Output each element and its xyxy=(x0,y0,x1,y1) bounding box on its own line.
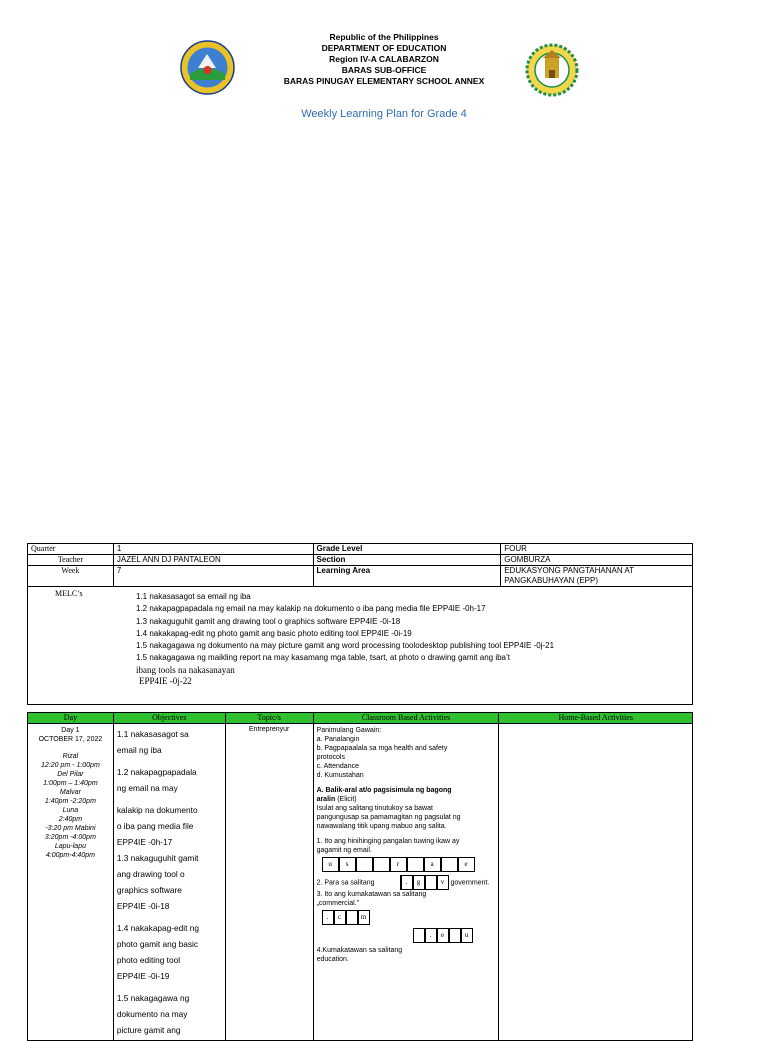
question-2-pre: 2. Para sa salitang xyxy=(316,879,375,887)
letter-box: e xyxy=(437,928,449,943)
letter-box: u xyxy=(461,928,473,943)
question-4-cont: education. xyxy=(316,956,349,963)
question-3-cont: „commercial.” xyxy=(316,900,359,907)
section-label: Section xyxy=(313,555,501,566)
letterhead-region: Region IV-A CALABARZON xyxy=(329,54,439,64)
column-header-topics: Topic/s xyxy=(225,713,313,724)
learning-area-label: Learning Area xyxy=(313,566,501,587)
question-2 xyxy=(317,875,496,890)
schedule-section: Lapu-lapu xyxy=(54,843,86,850)
letterhead-department: DEPARTMENT OF EDUCATION xyxy=(321,43,447,53)
activity-line: a. Panalangin xyxy=(316,736,360,743)
schedule-time: 12:20 pm - 1:00pm xyxy=(41,762,100,769)
letter-box: m xyxy=(358,910,370,925)
objective-line: 1.1 nakasasagot sa xyxy=(116,729,189,739)
activity-heading-line xyxy=(317,795,496,804)
objective-line: EPP4IE -0h-17 xyxy=(116,837,173,847)
question-2-post: government. xyxy=(450,879,490,887)
teacher-value: JAZEL ANN DJ PANTALEON xyxy=(113,555,313,566)
melc-item: 1.5 nakagagawa ng dokumento na may picture gamit ang word processing toolodesktop publishing tool EPP4IE -0j-21 xyxy=(136,641,555,651)
teacher-label: Teacher xyxy=(28,555,114,566)
schedule-time: 1:40pm -2:20pm xyxy=(44,798,96,805)
activity-line: Isulat ang salitang tinutukoy sa bawat xyxy=(316,805,433,812)
letter-box: r xyxy=(390,857,407,872)
classroom-activities-cell xyxy=(313,724,499,1041)
letter-boxes-4 xyxy=(413,928,496,943)
melc-label: MELC’s xyxy=(55,589,83,598)
letter-box: v xyxy=(437,875,449,890)
objective-line: 1.3 nakaguguhit gamit xyxy=(116,853,199,863)
letter-box xyxy=(407,857,424,872)
quarter-label: Quarter xyxy=(28,544,114,555)
question-3: 3. Ito ang kumakatawan sa salitang xyxy=(316,891,427,898)
melc-cell xyxy=(28,587,693,705)
objective-line: ang drawing tool o xyxy=(116,869,185,879)
objective-line: EPP4IE -0i-19 xyxy=(116,971,170,981)
activity-heading-tail: (Elicit) xyxy=(335,796,357,803)
objective-line: 1.2 nakapagpapadala xyxy=(116,767,197,777)
schedule-section: Malvar xyxy=(59,789,81,796)
schedule-time: -3:20 pm Mabini xyxy=(45,825,96,832)
learning-area-line-2: PANGKABUHAYAN (EPP) xyxy=(504,576,599,585)
day-cell xyxy=(28,724,114,1041)
letter-box: e xyxy=(458,857,475,872)
letter-box: a xyxy=(424,857,441,872)
quarter-value: 1 xyxy=(113,544,313,555)
schedule-section: Luna xyxy=(62,807,79,814)
melc-item-code: EPP4IE -0j-22 xyxy=(139,675,192,686)
learning-area-value xyxy=(501,566,693,587)
objective-line: photo editing tool xyxy=(116,955,181,965)
column-header-home-activities: Home-Based Activities xyxy=(499,713,693,724)
schedule-time: 3:20pm -4:00pm xyxy=(44,834,96,841)
letter-box xyxy=(346,910,358,925)
letter-box xyxy=(441,857,458,872)
plan-title: Weekly Learning Plan for Grade 4 xyxy=(301,108,467,120)
schedule-section: Del Pilar xyxy=(57,771,84,778)
schedule-time: 2:40pm xyxy=(58,816,83,823)
letter-boxes-2 xyxy=(377,875,449,890)
letterhead-republic: Republic of the Philippines xyxy=(329,32,439,42)
table-row xyxy=(28,724,693,1041)
objective-line: o iba pang media file xyxy=(116,821,194,831)
objective-line: photo gamit ang basic xyxy=(116,939,199,949)
letter-box: c xyxy=(334,910,346,925)
letterhead xyxy=(200,32,568,87)
column-header-objectives: Objectives xyxy=(113,713,225,724)
melc-item-continuation: ibang tools na nakasanayan xyxy=(136,664,235,675)
day-label: Day 1 xyxy=(61,727,80,734)
week-value: 7 xyxy=(113,566,313,587)
topic-cell xyxy=(225,724,313,1041)
activity-line: b. Pagpapaalala sa mga health and safety xyxy=(316,745,448,752)
activity-line: nawawalang titik upang mabuo ang salita. xyxy=(316,823,447,830)
melc-item: 1.5 nakagagawa ng maikling report na may kasamang mga table, tsart, at photo o drawing gamit ang iba’t xyxy=(136,653,510,663)
letter-box xyxy=(373,857,390,872)
activity-heading-bold: aralin xyxy=(316,796,336,803)
objective-line: EPP4IE -0i-18 xyxy=(116,901,170,911)
letter-box xyxy=(413,928,425,943)
melc-item: 1.1 nakasasagot sa email ng iba xyxy=(136,592,251,601)
grade-level-label: Grade Level xyxy=(313,544,501,555)
letter-box xyxy=(449,928,461,943)
objective-line: graphics software xyxy=(116,885,182,895)
activity-line: Panimulang Gawain: xyxy=(316,727,382,734)
objective-line: email ng iba xyxy=(116,745,162,755)
melc-item: 1.2 nakapagpapadala ng email na may kalakip na dokumento o iba pang media file EPP4IE -0h-17 xyxy=(136,604,486,614)
question-1: 1. Ito ang hinihinging pangalan tuwing ikaw ay xyxy=(316,838,460,845)
topic-text: Entreprenyur xyxy=(248,726,290,733)
letter-boxes-3 xyxy=(322,910,496,925)
info-table xyxy=(27,543,693,705)
objective-line: ng email na may xyxy=(116,783,178,793)
letter-box: g xyxy=(413,875,425,890)
letter-box: . xyxy=(401,875,413,890)
letter-box xyxy=(356,857,373,872)
letter-boxes-1 xyxy=(322,857,496,872)
letterhead-sub-office: BARAS SUB-OFFICE xyxy=(341,65,427,75)
letter-box: s xyxy=(339,857,356,872)
letter-box: u xyxy=(322,857,339,872)
letterhead-school: BARAS PINUGAY ELEMENTARY SCHOOL ANNEX xyxy=(283,76,485,86)
schedule-section: Rizal xyxy=(62,753,79,760)
activity-line: protocols xyxy=(316,754,345,761)
question-1-cont: gagamit ng email. xyxy=(316,847,372,854)
schedule-time: 4:00pm-4:40pm xyxy=(45,852,95,859)
objective-line: dokumento na may xyxy=(116,1009,188,1019)
letter-box: . xyxy=(322,910,334,925)
activity-heading: A. Balik-aral at/o pagsisimula ng bagong xyxy=(316,787,452,794)
day-date: OCTOBER 17, 2022 xyxy=(38,736,103,743)
objective-line: 1.4 nakakapag-edit ng xyxy=(116,923,199,933)
melc-item: 1.3 nakaguguhit gamit ang drawing tool o graphics software EPP4IE -0i-18 xyxy=(136,616,401,626)
grade-level-value: FOUR xyxy=(501,544,693,555)
learning-area-line-1: EDUKASYONG PANGTAHANAN AT xyxy=(504,566,635,575)
objectives-cell xyxy=(113,724,225,1041)
section-value: GOMBURZA xyxy=(501,555,693,566)
home-activities-cell xyxy=(499,724,693,1041)
objective-line: 1.5 nakagagawa ng xyxy=(116,993,190,1003)
melc-list xyxy=(136,591,689,687)
plan-table xyxy=(27,712,693,1041)
question-4: 4.Kumakatawan sa salitang xyxy=(316,947,403,954)
activity-line: pangungusap sa pamamagitan ng pagsulat ng xyxy=(316,814,461,821)
week-label: Week xyxy=(28,566,114,587)
column-header-day: Day xyxy=(28,713,114,724)
letter-box xyxy=(377,875,401,890)
activity-line: c. Attendance xyxy=(316,763,359,770)
objective-line: picture gamit ang xyxy=(116,1025,181,1035)
activity-line: d. Kumustahan xyxy=(316,772,364,779)
column-header-classroom-activities: Classroom Based Activities xyxy=(313,713,499,724)
letter-box xyxy=(425,875,437,890)
letter-box: . xyxy=(425,928,437,943)
schedule-time: 1:00pm – 1:40pm xyxy=(43,780,98,787)
melc-item: 1.4 nakakapag-edit ng photo gamit ang basic photo editing tool EPP4IE -0i-19 xyxy=(136,628,412,638)
objective-line: kalakip na dokumento xyxy=(116,805,198,815)
